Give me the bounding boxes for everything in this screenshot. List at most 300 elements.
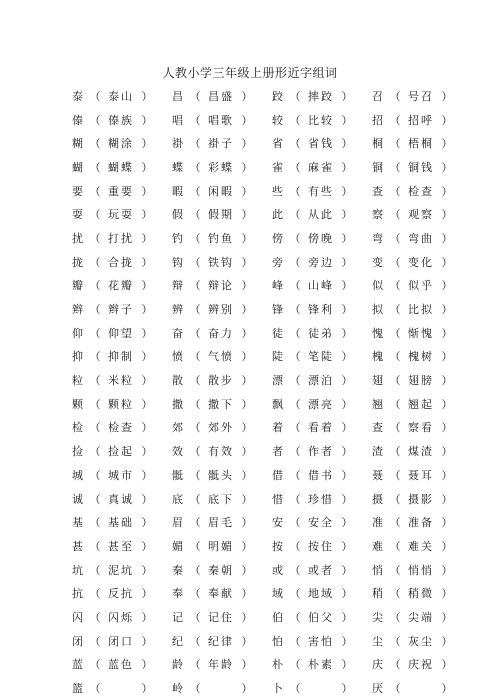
word-entry (72, 467, 172, 483)
entry-word: 奉献 (208, 587, 234, 601)
open-paren: （ (89, 113, 101, 127)
entry-character: 稍 (372, 587, 383, 601)
close-paren: ） (441, 137, 453, 151)
word-entry (272, 396, 372, 412)
entry-word: 作者 (308, 445, 334, 459)
close-paren: ） (441, 539, 453, 553)
open-paren: （ (289, 468, 301, 482)
open-paren: （ (89, 160, 101, 174)
entry-character: 准 (372, 516, 383, 530)
word-entry (372, 491, 472, 507)
open-paren: （ (289, 634, 301, 648)
close-paren: ） (241, 682, 253, 696)
entry-word: 底下 (208, 492, 234, 506)
open-paren: （ (389, 374, 401, 388)
entry-character: 瓣 (72, 279, 83, 293)
entry-character: 拟 (372, 303, 383, 317)
open-paren: （ (389, 445, 401, 459)
close-paren: ） (341, 397, 353, 411)
close-paren: ） (441, 445, 453, 459)
entry-word: 糊涂 (108, 137, 134, 151)
open-paren: （ (289, 137, 301, 151)
close-paren: ） (441, 208, 453, 222)
entry-character: 秦 (172, 563, 183, 577)
open-paren: （ (289, 492, 301, 506)
open-paren: （ (289, 89, 301, 103)
close-paren: ） (141, 421, 153, 435)
close-paren: ） (241, 160, 253, 174)
entry-character: 怕 (272, 634, 283, 648)
open-paren: （ (189, 208, 201, 222)
entry-character: 庆 (372, 658, 383, 672)
close-paren: ） (341, 492, 353, 506)
close-paren: ） (241, 610, 253, 624)
open-paren: （ (189, 587, 201, 601)
entry-word: 铜钱 (408, 160, 434, 174)
entry-word: 旁边 (308, 255, 334, 269)
entry-word: 花瓣 (108, 279, 134, 293)
word-entry (172, 656, 272, 672)
entry-character: 铜 (372, 160, 383, 174)
entry-character: 颗 (72, 397, 83, 411)
open-paren: （ (389, 539, 401, 553)
word-entry (72, 538, 172, 554)
open-paren: （ (289, 397, 301, 411)
close-paren: ） (241, 231, 253, 245)
entry-character: 褂 (172, 137, 183, 151)
open-paren: （ (89, 326, 101, 340)
word-entry (372, 443, 472, 459)
entry-character: 城 (72, 468, 83, 482)
close-paren: ） (441, 350, 453, 364)
entry-word: 安全 (308, 516, 334, 530)
close-paren: ） (241, 634, 253, 648)
entry-character: 岭 (172, 682, 183, 696)
table-row (72, 274, 472, 298)
word-entry (372, 277, 472, 293)
open-paren: （ (389, 492, 401, 506)
entry-word: 米粒 (108, 374, 134, 388)
entry-character: 卜 (272, 682, 283, 696)
entry-word: 麻雀 (308, 160, 334, 174)
open-paren: （ (189, 374, 201, 388)
entry-word: 眉毛 (208, 516, 234, 530)
open-paren: （ (189, 137, 201, 151)
word-entry (172, 680, 272, 696)
entry-character: 郊 (172, 421, 183, 435)
open-paren: （ (189, 563, 201, 577)
entry-word: 变化 (408, 255, 434, 269)
entry-character: 蝴 (72, 160, 83, 174)
word-entry (172, 538, 272, 554)
close-paren: ） (441, 563, 453, 577)
entry-word: 褂子 (208, 137, 234, 151)
word-entry (372, 230, 472, 246)
entry-word: 仰望 (108, 326, 134, 340)
close-paren: ） (241, 658, 253, 672)
close-paren: ） (441, 468, 453, 482)
close-paren: ） (141, 208, 153, 222)
word-entry (372, 159, 472, 175)
table-row (72, 463, 472, 487)
word-entry (172, 112, 272, 128)
close-paren: ） (241, 350, 253, 364)
open-paren: （ (89, 682, 101, 696)
entry-word: 聂耳 (408, 468, 434, 482)
entry-character: 些 (272, 184, 283, 198)
entry-word: 地域 (308, 587, 334, 601)
entry-word: 骶头 (208, 468, 234, 482)
word-entry (272, 112, 372, 128)
entry-word: 庆祝 (408, 658, 434, 672)
word-entry (72, 112, 172, 128)
word-entry (372, 135, 472, 151)
table-row (72, 226, 472, 250)
word-entry (172, 301, 272, 317)
entry-character: 傍 (272, 231, 283, 245)
word-entry (372, 680, 472, 696)
word-entry (72, 254, 172, 270)
word-entry (172, 254, 272, 270)
entry-character: 蓝 (72, 658, 83, 672)
word-entry (372, 112, 472, 128)
close-paren: ） (241, 421, 253, 435)
open-paren: （ (289, 160, 301, 174)
entry-character: 纪 (172, 634, 183, 648)
close-paren: ） (441, 587, 453, 601)
close-paren: ） (341, 208, 353, 222)
entry-character: 召 (372, 89, 383, 103)
word-entry (172, 396, 272, 412)
entry-word: 彩蝶 (208, 160, 234, 174)
entry-word: 明媚 (208, 539, 234, 553)
entry-word: 郊外 (208, 421, 234, 435)
entry-character: 察 (372, 208, 383, 222)
entry-character: 拢 (72, 255, 83, 269)
word-entry (272, 514, 372, 530)
table-row (72, 202, 472, 226)
close-paren: ） (241, 374, 253, 388)
entry-word: 灰尘 (408, 634, 434, 648)
table-row (72, 416, 472, 440)
word-entry (372, 183, 472, 199)
open-paren: （ (389, 350, 401, 364)
open-paren: （ (189, 160, 201, 174)
table-row (72, 108, 472, 132)
word-entry (72, 277, 172, 293)
open-paren: （ (189, 326, 201, 340)
entry-character: 仰 (72, 326, 83, 340)
entry-word: 按住 (308, 539, 334, 553)
open-paren: （ (389, 255, 401, 269)
entry-word: 闭口 (108, 634, 134, 648)
entry-character: 似 (372, 279, 383, 293)
table-row (72, 392, 472, 416)
word-entry (172, 419, 272, 435)
close-paren: ） (141, 303, 153, 317)
word-entry (172, 585, 272, 601)
open-paren: （ (389, 113, 401, 127)
entry-word: 漂泊 (308, 374, 334, 388)
entry-word: 梧桐 (408, 137, 434, 151)
open-paren: （ (189, 468, 201, 482)
word-entry (172, 88, 272, 104)
open-paren: （ (289, 421, 301, 435)
entry-word: 奋力 (208, 326, 234, 340)
word-entry (72, 680, 172, 696)
entry-word: 反抗 (108, 587, 134, 601)
entry-character: 傣 (72, 113, 83, 127)
open-paren: （ (289, 303, 301, 317)
entry-character: 龄 (172, 658, 183, 672)
entry-character: 域 (272, 587, 283, 601)
close-paren: ） (341, 587, 353, 601)
entry-word: 基础 (108, 516, 134, 530)
entry-word: 翘起 (408, 397, 434, 411)
entry-character: 着 (272, 421, 283, 435)
entry-word: 辨别 (208, 303, 234, 317)
entry-word: 比较 (308, 113, 334, 127)
entry-word: 记住 (208, 610, 234, 624)
open-paren: （ (389, 516, 401, 530)
entry-word: 难关 (408, 539, 434, 553)
open-paren: （ (389, 658, 401, 672)
open-paren: （ (389, 137, 401, 151)
entry-character: 暇 (172, 184, 183, 198)
table-row (72, 321, 472, 345)
word-entry (372, 467, 472, 483)
close-paren: ） (341, 255, 353, 269)
word-entry (172, 135, 272, 151)
word-entry (72, 230, 172, 246)
word-entry (72, 633, 172, 649)
close-paren: ） (241, 303, 253, 317)
word-entry (272, 325, 372, 341)
entry-word: 城市 (108, 468, 134, 482)
entry-word: 辩论 (208, 279, 234, 293)
entry-character: 省 (272, 137, 283, 151)
open-paren: （ (89, 255, 101, 269)
entry-character: 摄 (372, 492, 383, 506)
entry-word: 锋利 (308, 303, 334, 317)
word-entry (72, 206, 172, 222)
entry-character: 愤 (172, 350, 183, 364)
entry-character: 糊 (72, 137, 83, 151)
word-entry (272, 254, 372, 270)
entry-character: 奉 (172, 587, 183, 601)
word-entry (172, 372, 272, 388)
entry-character: 较 (272, 113, 283, 127)
open-paren: （ (189, 610, 201, 624)
entry-word: 煤渣 (408, 445, 434, 459)
word-entry (172, 206, 272, 222)
table-row (72, 629, 472, 653)
open-paren: （ (89, 492, 101, 506)
open-paren: （ (389, 184, 401, 198)
open-paren: （ (89, 421, 101, 435)
entry-character: 闭 (72, 634, 83, 648)
word-entry (72, 585, 172, 601)
entry-word: 省钱 (308, 137, 334, 151)
open-paren: （ (89, 303, 101, 317)
entry-word: 重要 (108, 184, 134, 198)
word-entry (272, 419, 372, 435)
close-paren: ） (341, 303, 353, 317)
entry-word: 闲暇 (208, 184, 234, 198)
open-paren: （ (89, 445, 101, 459)
entry-character: 难 (372, 539, 383, 553)
table-row (72, 676, 472, 700)
open-paren: （ (289, 587, 301, 601)
close-paren: ） (141, 539, 153, 553)
close-paren: ） (341, 610, 353, 624)
entry-word: 颗粒 (108, 397, 134, 411)
table-row (72, 345, 472, 369)
open-paren: （ (89, 137, 101, 151)
entry-character: 骶 (172, 468, 183, 482)
entry-character: 翘 (372, 397, 383, 411)
open-paren: （ (289, 255, 301, 269)
close-paren: ） (241, 137, 253, 151)
entry-character: 撒 (172, 397, 183, 411)
open-paren: （ (189, 303, 201, 317)
entry-word: 假期 (208, 208, 234, 222)
entry-character: 唱 (172, 113, 183, 127)
entry-word: 山峰 (308, 279, 334, 293)
close-paren: ） (241, 445, 253, 459)
entry-character: 旁 (272, 255, 283, 269)
close-paren: ） (341, 279, 353, 293)
entry-character: 抑 (72, 350, 83, 364)
close-paren: ） (141, 492, 153, 506)
open-paren: （ (289, 184, 301, 198)
word-entry (72, 135, 172, 151)
close-paren: ） (141, 326, 153, 340)
entry-character: 伯 (272, 610, 283, 624)
entry-word: 借书 (308, 468, 334, 482)
open-paren: （ (189, 421, 201, 435)
entry-word: 摄影 (408, 492, 434, 506)
entry-character: 此 (272, 208, 283, 222)
entry-word: 打扰 (108, 231, 134, 245)
close-paren: ） (441, 516, 453, 530)
close-paren: ） (141, 563, 153, 577)
word-entry (272, 491, 372, 507)
close-paren: ） (241, 587, 253, 601)
word-entry (172, 467, 272, 483)
close-paren: ） (441, 255, 453, 269)
open-paren: （ (389, 563, 401, 577)
entry-word: 检查 (108, 421, 134, 435)
word-entry (172, 348, 272, 364)
open-paren: （ (389, 468, 401, 482)
entry-word: 钓鱼 (208, 231, 234, 245)
entry-word: 伯父 (308, 610, 334, 624)
open-paren: （ (89, 516, 101, 530)
entry-word: 蝴蝶 (108, 160, 134, 174)
word-entry (72, 656, 172, 672)
entry-word: 比拟 (408, 303, 434, 317)
open-paren: （ (89, 350, 101, 364)
entry-character: 查 (372, 184, 383, 198)
word-entry (372, 609, 472, 625)
close-paren: ） (341, 682, 353, 696)
open-paren: （ (289, 231, 301, 245)
table-row (72, 84, 472, 108)
close-paren: ） (241, 184, 253, 198)
entry-word: 傍晚 (308, 231, 334, 245)
word-entry (372, 585, 472, 601)
word-entry (372, 396, 472, 412)
close-paren: ） (341, 563, 353, 577)
entry-word: 翅膀 (408, 374, 434, 388)
entry-character: 篮 (72, 682, 83, 696)
table-row (72, 581, 472, 605)
word-entry (372, 538, 472, 554)
close-paren: ） (241, 208, 253, 222)
close-paren: ） (341, 658, 353, 672)
word-entry (372, 514, 472, 530)
open-paren: （ (389, 397, 401, 411)
close-paren: ） (341, 350, 353, 364)
word-entry (72, 88, 172, 104)
entry-word: 尖端 (408, 610, 434, 624)
close-paren: ） (141, 160, 153, 174)
entry-word: 观察 (408, 208, 434, 222)
open-paren: （ (189, 279, 201, 293)
document-title: 人教小学三年级上册形近字组词 (162, 66, 338, 80)
open-paren: （ (189, 516, 201, 530)
entry-character: 蝶 (172, 160, 183, 174)
entry-word: 纪律 (208, 634, 234, 648)
open-paren: （ (289, 326, 301, 340)
word-entry (172, 491, 272, 507)
entry-character: 渣 (372, 445, 383, 459)
entry-word: 傣族 (108, 113, 134, 127)
word-entry (72, 301, 172, 317)
close-paren: ） (341, 539, 353, 553)
close-paren: ） (341, 113, 353, 127)
word-entry (272, 562, 372, 578)
close-paren: ） (141, 279, 153, 293)
entry-character: 朴 (272, 658, 283, 672)
close-paren: ） (341, 516, 353, 530)
entry-character: 桐 (372, 137, 383, 151)
entry-word: 准备 (408, 516, 434, 530)
open-paren: （ (289, 658, 301, 672)
open-paren: （ (289, 516, 301, 530)
close-paren: ） (441, 89, 453, 103)
entry-character: 闪 (72, 610, 83, 624)
open-paren: （ (89, 279, 101, 293)
close-paren: ） (341, 421, 353, 435)
entry-character: 查 (372, 421, 383, 435)
word-entry (72, 372, 172, 388)
entry-character: 泰 (72, 89, 83, 103)
entry-word: 有些 (308, 184, 334, 198)
entry-word: 从此 (308, 208, 334, 222)
entry-character: 散 (172, 374, 183, 388)
word-entry (72, 183, 172, 199)
word-entry (272, 135, 372, 151)
entry-word: 真诚 (108, 492, 134, 506)
entry-word: 有效 (208, 445, 234, 459)
entry-word: 泥坑 (108, 563, 134, 577)
close-paren: ） (241, 397, 253, 411)
word-entry (72, 348, 172, 364)
entry-character: 奋 (172, 326, 183, 340)
entry-character: 跤 (272, 89, 283, 103)
